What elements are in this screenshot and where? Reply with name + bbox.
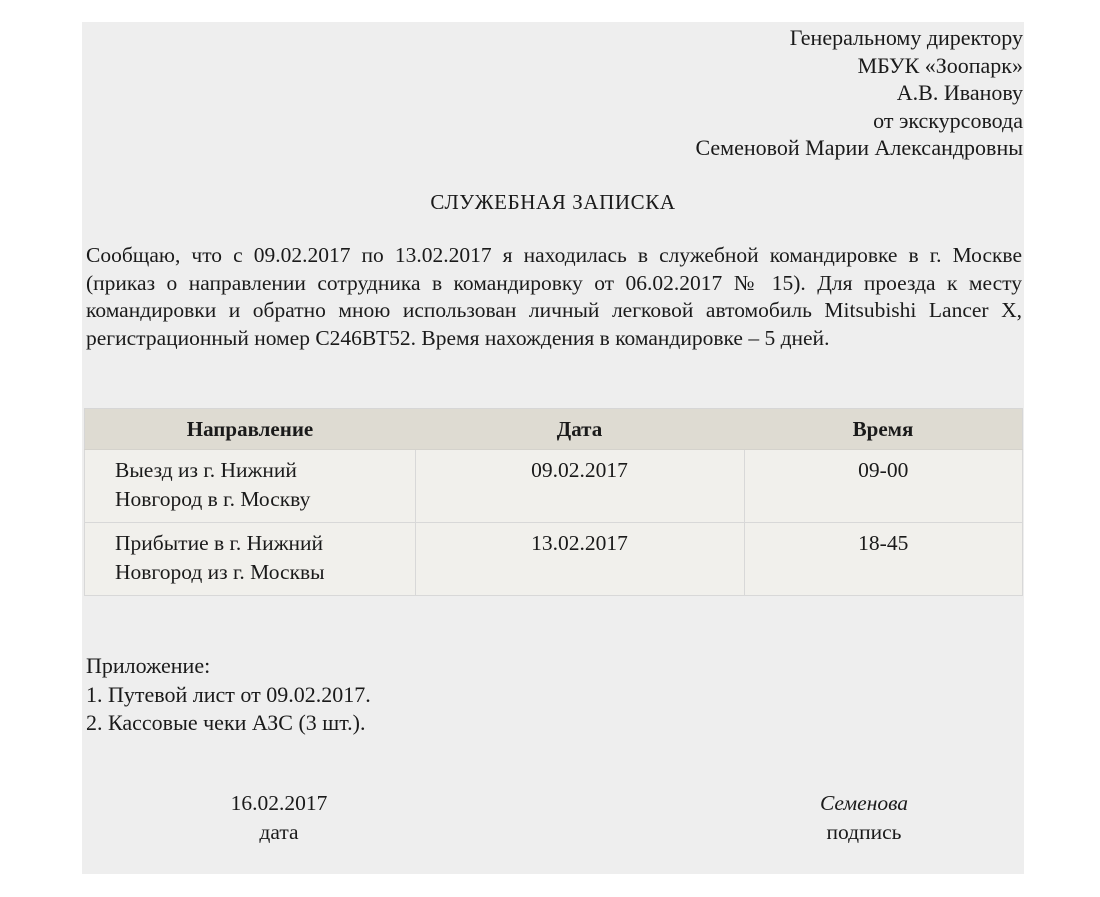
direction-line: Выезд из г. Нижний [115,458,297,482]
attachment-item: 2. Кассовые чеки АЗС (3 шт.). [86,710,366,735]
cell-time: 18-45 [744,523,1023,596]
memo-body-text: Сообщаю, что с 09.02.2017 по 13.02.2017 я находилась в служебной командировке в г. Москве (приказ о направлении сотрудника в командировку от 06.02.2017 № 15). Для проезда к месту командировки и обратно мною использован личный легковой автомобиль Mitsubishi Lancer X, регистрационный номер С246ВТ52. Время нахождения в командировке – 5 дней. [86,243,1022,350]
attachments-block [86,652,371,738]
direction-line: Новгород из г. Москвы [115,560,325,584]
sender-line-name: Семеновой Марии Александровны [695,135,1023,160]
attachment-item: 1. Путевой лист от 09.02.2017. [86,681,371,707]
memo-page [82,22,1024,874]
signature-label: подпись [826,819,902,844]
cell-date: 09.02.2017 [415,450,744,523]
addressee-line-position: Генеральному директору [789,25,1023,50]
trip-table [84,408,1023,596]
table-row [85,450,1023,523]
addressee-line-organization: МБУК «Зоопарк» [857,52,1023,78]
signature-block [804,789,924,846]
attachments-heading: Приложение: [86,653,211,678]
cell-time: 09-00 [744,450,1023,523]
addressee-line-name: А.В. Иванову [896,80,1023,105]
date-block [189,789,369,846]
table-row [85,523,1023,596]
signature-value: Семенова [819,791,909,815]
cell-direction [85,450,416,523]
document-title: СЛУЖЕБНАЯ ЗАПИСКА [430,190,676,214]
table-header-row [85,409,1023,450]
date-value: 16.02.2017 [230,791,328,815]
cell-direction [85,523,416,596]
cell-date: 13.02.2017 [415,523,744,596]
sender-line-position: от экскурсовода [873,107,1023,133]
header-date: Дата [415,409,744,450]
header-direction: Направление [85,409,416,450]
header-time: Время [744,409,1023,450]
direction-line: Прибытие в г. Нижний [115,531,324,555]
date-label: дата [259,819,299,844]
addressee-block [695,24,1023,162]
direction-line: Новгород в г. Москву [115,487,311,511]
